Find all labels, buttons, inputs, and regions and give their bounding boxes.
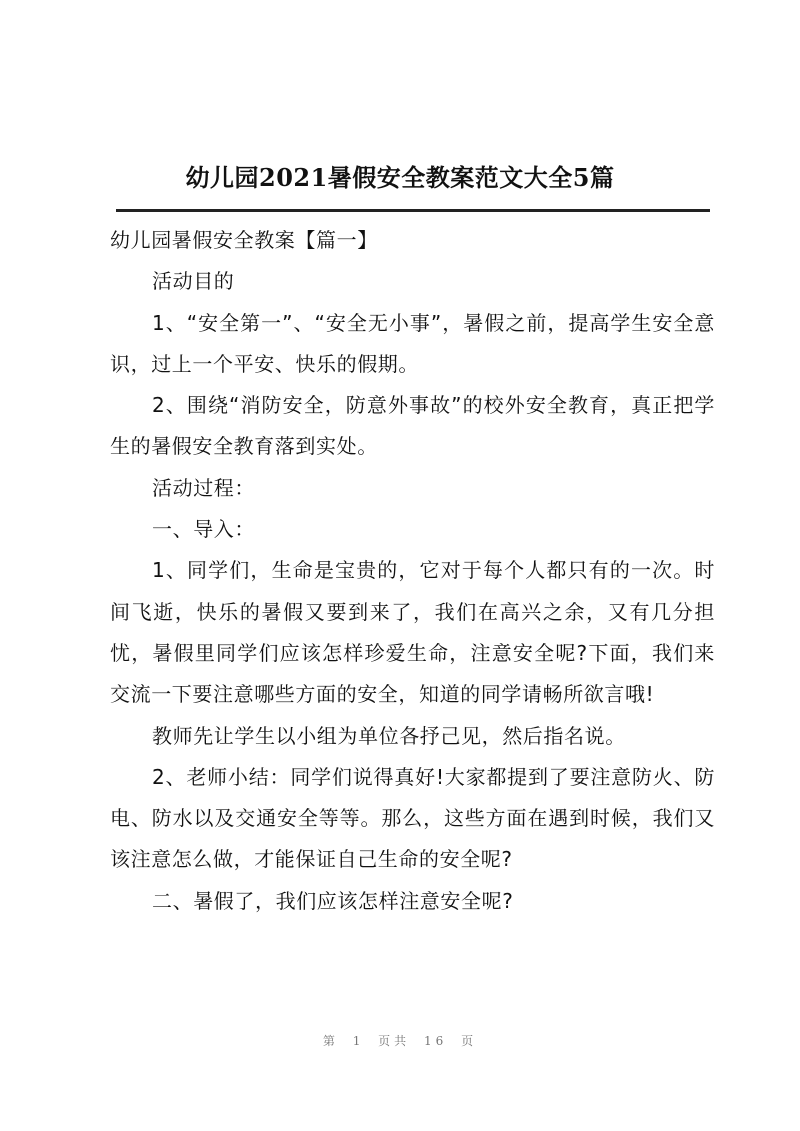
paragraph: 活动过程： xyxy=(152,475,255,500)
paragraph: 1、同学们，生命是宝贵的，它对于每个人都只有的一次。时间飞逝，快乐的暑假又要到来了，我们在高兴之余，又有几分担忧，暑假里同学们应该怎样珍爱生命，注意安全呢?下面，我们来交流一下要注意哪些方面的安全，知道的同学请畅所欲言哦! xyxy=(110,558,715,707)
section-heading: 幼儿园暑假安全教案【篇一】 xyxy=(110,228,378,252)
footer-current-page: 1 xyxy=(352,1034,365,1048)
paragraph: 教师先让学生以小组为单位各抒己见，然后指名说。 xyxy=(152,723,626,748)
title-underline xyxy=(116,209,710,212)
paragraph: 2、老师小结：同学们说得真好!大家都提到了要注意防火、防电、防水以及交通安全等等。那么，这些方面在遇到时候，我们又该注意怎么做，才能保证自己生命的安全呢? xyxy=(110,764,715,872)
document-title: 幼儿园2021暑假安全教案范文大全5篇 xyxy=(185,163,615,192)
footer-label-page: 第 xyxy=(322,1034,339,1048)
footer-total-pages: 16 xyxy=(424,1034,448,1048)
page-footer xyxy=(0,1032,800,1050)
paragraph: 1、“安全第一”、“安全无小事”，暑假之前，提高学生安全意识，过上一个平安、快乐的假期。 xyxy=(110,310,715,376)
paragraph: 一、导入： xyxy=(152,517,255,542)
paragraph: 二、暑假了，我们应该怎样注意安全呢? xyxy=(152,888,514,913)
paragraph: 活动目的 xyxy=(152,269,235,294)
paragraph: 2、围绕“消防安全，防意外事故”的校外安全教育，真正把学生的暑假安全教育落到实处。 xyxy=(110,393,715,459)
footer-label-pages: 页 xyxy=(461,1034,478,1048)
footer-label-of: 页共 xyxy=(378,1034,411,1048)
document-body xyxy=(110,220,715,922)
